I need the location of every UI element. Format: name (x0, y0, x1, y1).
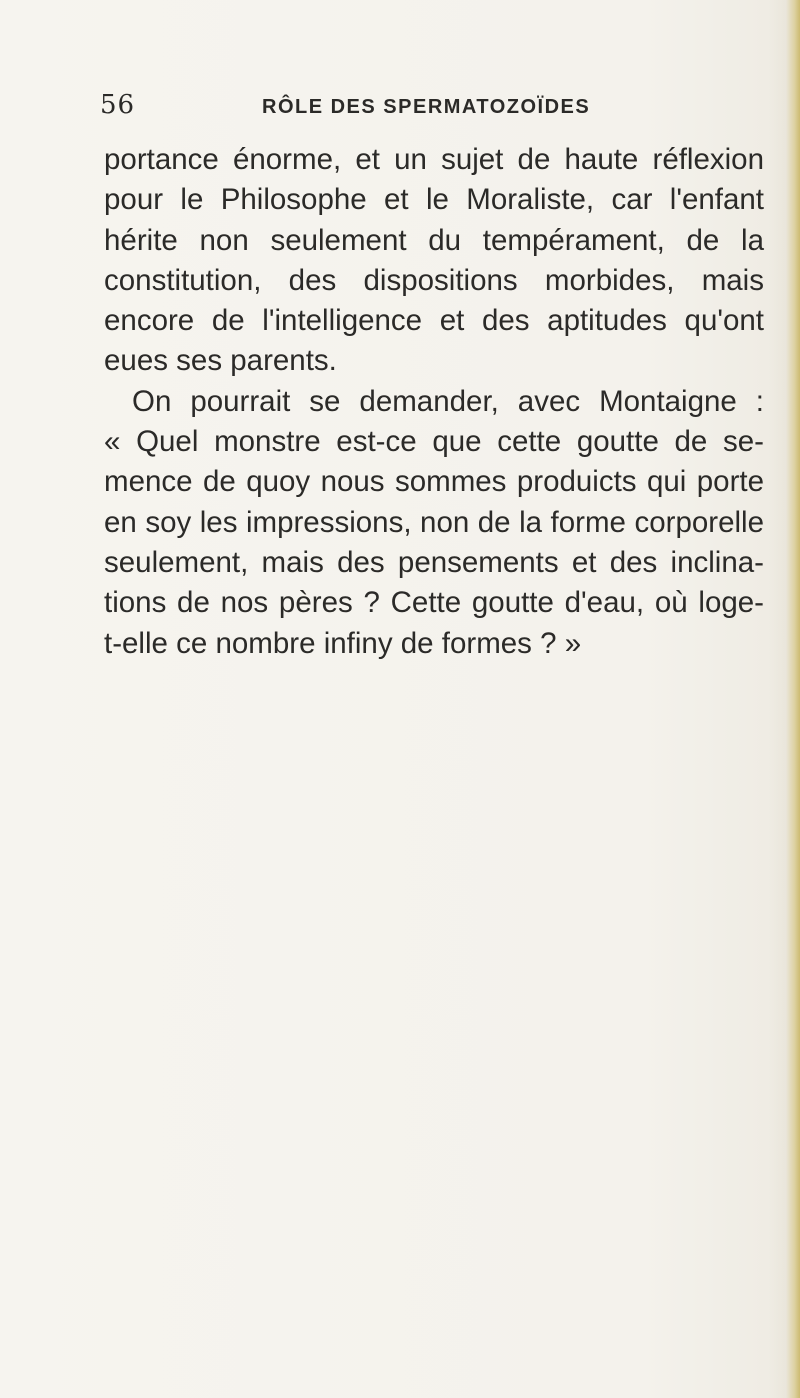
text-line: mence de quoy nous sommes produicts qui porte (104, 465, 764, 499)
text-line: pour le Philosophe et le Moraliste, car l'enfant (104, 183, 764, 217)
page-number: 56 (100, 90, 136, 120)
text-line: eues ses parents. (104, 344, 337, 378)
text-line: en soy les impressions, non de la forme corporelle (104, 505, 764, 539)
text-line: hérite non seulement du tempérament, de la (104, 223, 764, 257)
text-line: « Quel monstre est-ce que cette goutte de se- (104, 425, 764, 459)
text-line: tions de nos pères ? Cette goutte d'eau, où loge- (104, 586, 764, 620)
text-line: portance énorme, et un sujet de haute réflexion (104, 143, 764, 176)
running-title: RÔLE DES SPERMATOZOÏDES (262, 96, 591, 118)
text-line: encore de l'intelligence et des aptitudes qu'ont (104, 304, 764, 338)
page-header (100, 88, 800, 128)
text-line: seulement, mais des pensements et des inclina- (104, 545, 764, 579)
text-line: constitution, des dispositions morbides, mais (104, 263, 764, 297)
text-line: t-elle ce nombre infiny de formes ? » (104, 626, 582, 660)
body-text (104, 140, 764, 664)
text-line: On pourrait se demander, avec Montaigne : (132, 384, 764, 418)
page-edge (786, 0, 800, 1398)
